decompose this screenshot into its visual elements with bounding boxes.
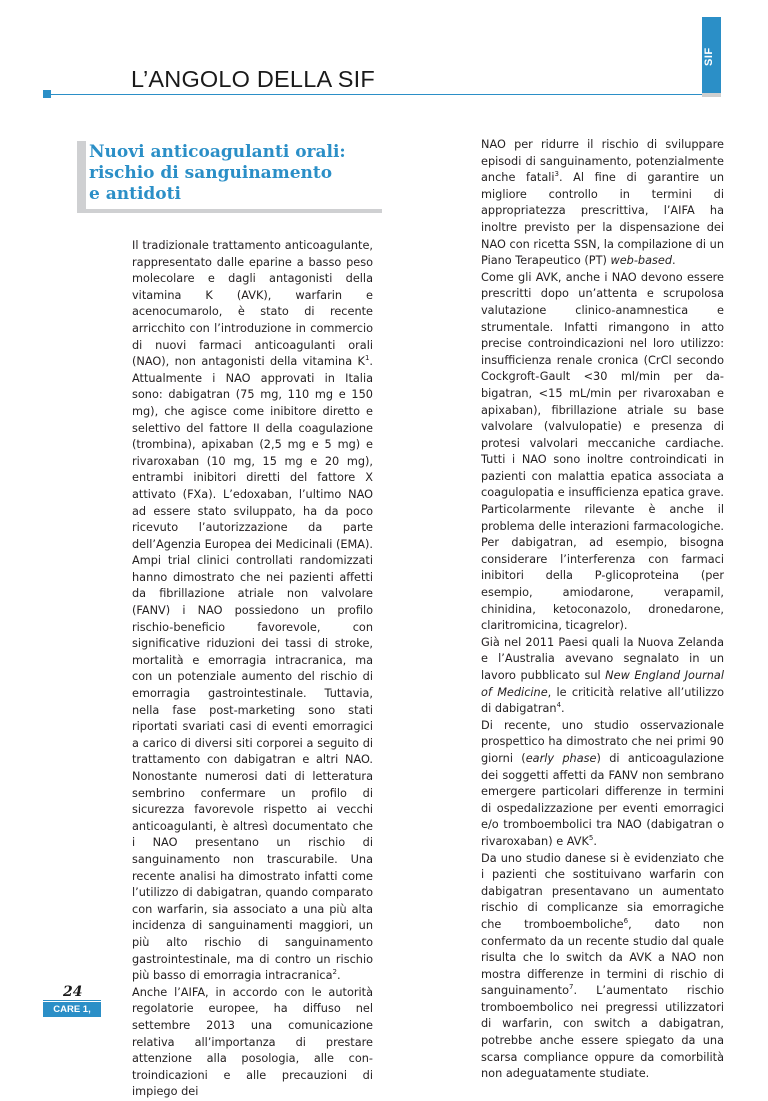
reference-marker: 4 [556, 701, 562, 710]
footer-rule [43, 1000, 101, 1001]
text-run: . [337, 969, 341, 983]
paragraph [481, 137, 724, 270]
text-run: . [672, 254, 676, 268]
article-title-line: Nuovi anticoagulanti orali: [89, 142, 346, 162]
paragraph [132, 553, 373, 984]
text-run: , le criticità relative all’utilizzo di dabigatran [481, 685, 724, 716]
emphasis: web-based [610, 254, 673, 268]
text-run: . Attualmente i NAO approvati in Italia sono: dabigatran (75 mg, 110 mg e 150 mg), che agisce come inibitore diretto e selettivo del fattore II della coagulazione (trombina), apixaban (2,5 mg e 5 mg) e rivaroxaban (10 mg, 15 mg e 20 mg), entrambi inibitori diretti del fattore X attivato (FXa). L’edoxaban, l’ultimo NAO ad essere stato sviluppato, ha da poco ricevuto l’autorizzazione da parte dell’Agenzia Europea dei Medicinali (EMA). [132, 355, 373, 551]
reference-marker: 5 [588, 834, 594, 843]
emphasis: early phase [525, 751, 597, 765]
left-text-column [132, 238, 373, 1101]
reference-marker: 6 [623, 917, 629, 926]
reference-marker: 2 [332, 968, 338, 977]
section-tag: SIF [703, 47, 715, 67]
paragraph [481, 851, 724, 1083]
paragraph: Anche l’AIFA, in accordo con le autorità regolatorie europee, ha diffuso nel settembre 2013 una comunicazione relativa all’importanza di prestare attenzione alla posologia, alle controindicazioni e alle precauzioni di impiego dei [132, 985, 373, 1099]
text-run: ) di anticoagulazione dei soggetti affetti da FANV non sembrano emergere particolari differenze in termini di ospedalizzazione per eventi emorragici e/o tromboembolici tra NAO (dabigatran o rivaroxaban) e AVK [481, 751, 725, 848]
right-text-column [481, 137, 724, 1083]
paragraph [481, 718, 724, 851]
reference-marker: 1 [364, 354, 370, 363]
journal-issue-badge: CARE 1, 2016 [43, 1002, 101, 1017]
page-number: 24 [63, 984, 83, 1000]
reference-marker: 7 [568, 983, 574, 992]
section-title: L’ANGOLO DELLA SIF [131, 66, 375, 92]
article-title-line: rischio di sanguinamento [89, 163, 333, 183]
article-title-line: e antidoti [89, 184, 181, 204]
text-run: Da uno studio danese si è evidenziato che i pazienti che sostituivano warfarin con dabigatran presentavano un aumentato rischio di complicanze sia emorragiche che tromboemboliche [481, 851, 724, 931]
text-run: , dato non confermato da un recente studio dal quale risulta che lo switch da AVK a NAO non mostra differenze in termini di rischio di sanguinamento [481, 917, 724, 998]
paragraph [132, 238, 373, 553]
text-run: Di recente, uno studio osservazionale prospettico ha dimostrato che nei primi 90 giorni ( [481, 718, 724, 765]
text-run: Ampi trial clinici controllati randomizzati hanno dimostrato che nei pazienti affetti da fibrillazione atriale non valvolare (FANV) i NAO possiedono un profilo rischio-beneficio favorevole, con significative riduzioni dei tassi di stroke, mortalità e emorragia intracranica, ma con un potenziale aumento del rischio di emorragia gastrointestinale. Tuttavia, nella fase post-marketing sono stati riportati svariati casi di eventi emorragici a carico di diversi siti corporei a seguito di trattamento con dabigatran e altri NAO. Nonostante numerosi dati di letteratura sembrino confermare un profilo di sicurezza favorevole rispetto ai vecchi anticoagulanti, è altresì documentato che i NAO presentano un rischio di sanguinamento non trascurabile. Una recente analisi ha dimostrato infatti come l’utilizzo di dabigatran, quando comparato con warfarin, sia associato a una più alta incidenza di sanguinamenti maggiori, un più alto rischio di sanguinamento gastrointestinale, ma di contro un rischio più basso di emorragia intracranica [132, 554, 373, 983]
reference-marker: 3 [554, 170, 559, 179]
paragraph [481, 635, 724, 718]
text-run: NAO per ridurre il rischio di sviluppare episodi di sanguinamento, potenzialmente anche fatali [481, 138, 724, 185]
text-run: Il tradizionale trattamento anticoagulante, rappresentato dalle eparine a basso peso molecolare e dagli antagonisti della vitamina K (AVK), warfarin e acenocumarolo, è stato di recente arricchito con l’introduzione in commercio di nuovi farmaci anticoagulanti orali (NAO), non antagonisti della vitamina K [132, 239, 373, 369]
article-title [89, 142, 369, 205]
paragraph: Come gli AVK, anche i NAO devono essere prescritti dopo un’attenta e scrupolosa valutazione clinico-anamnestica e strumentale. Infatti rimangono in atto precise controindicazioni nel loro utilizzo: insufficienza renale cronica (CrCl secondo Cockgroft-Gault <30 ml/min per dabigatran, <15 mL/min per rivaroxaban e apixaban), fibrillazione atriale su base valvolare (valvulopatie) e presenza di protesi valvolari meccaniche cardiache. Tutti i NAO sono inoltre controindicati in pazienti con malattia epatica associata a coagulopatia e insufficienza epatica grave. Particolarmente rilevante è anche il problema delle interazioni farmacologiche. Per dabigatran, ad esempio, bisogna considerare l’interferenza con farmaci inibitori della P-glicoproteina (per esempio, amiodarone, verapamil, chinidina, ketoconazolo, dronedarone, claritromicina, ticagrelor). [481, 270, 724, 633]
text-run: . Al fine di garantire un migliore controllo in termini di appropriatezza prescrittiva, l’AIFA ha inoltre previsto per la dispensazione dei NAO con ricetta SSN, la compilazione di un Piano Terapeutico (PT) [481, 171, 724, 268]
emphasis: New England Journal of Medicine [481, 669, 724, 699]
text-run: . [593, 834, 597, 848]
text-run: . [561, 702, 565, 716]
text-run: . L’aumentato rischio tromboembolico nei pregressi utilizzatori di warfarin, con switch a dabigatran, potrebbe anche essere spiegato da una scarsa compliance oppure da comorbilità non adeguatamente studiate. [481, 984, 724, 1081]
section-rule [47, 94, 702, 95]
text-run: Già nel 2011 Paesi quali la Nuova Zelanda e l’Australia avevano segnalato in un lavoro pubblicato sul [481, 635, 724, 682]
